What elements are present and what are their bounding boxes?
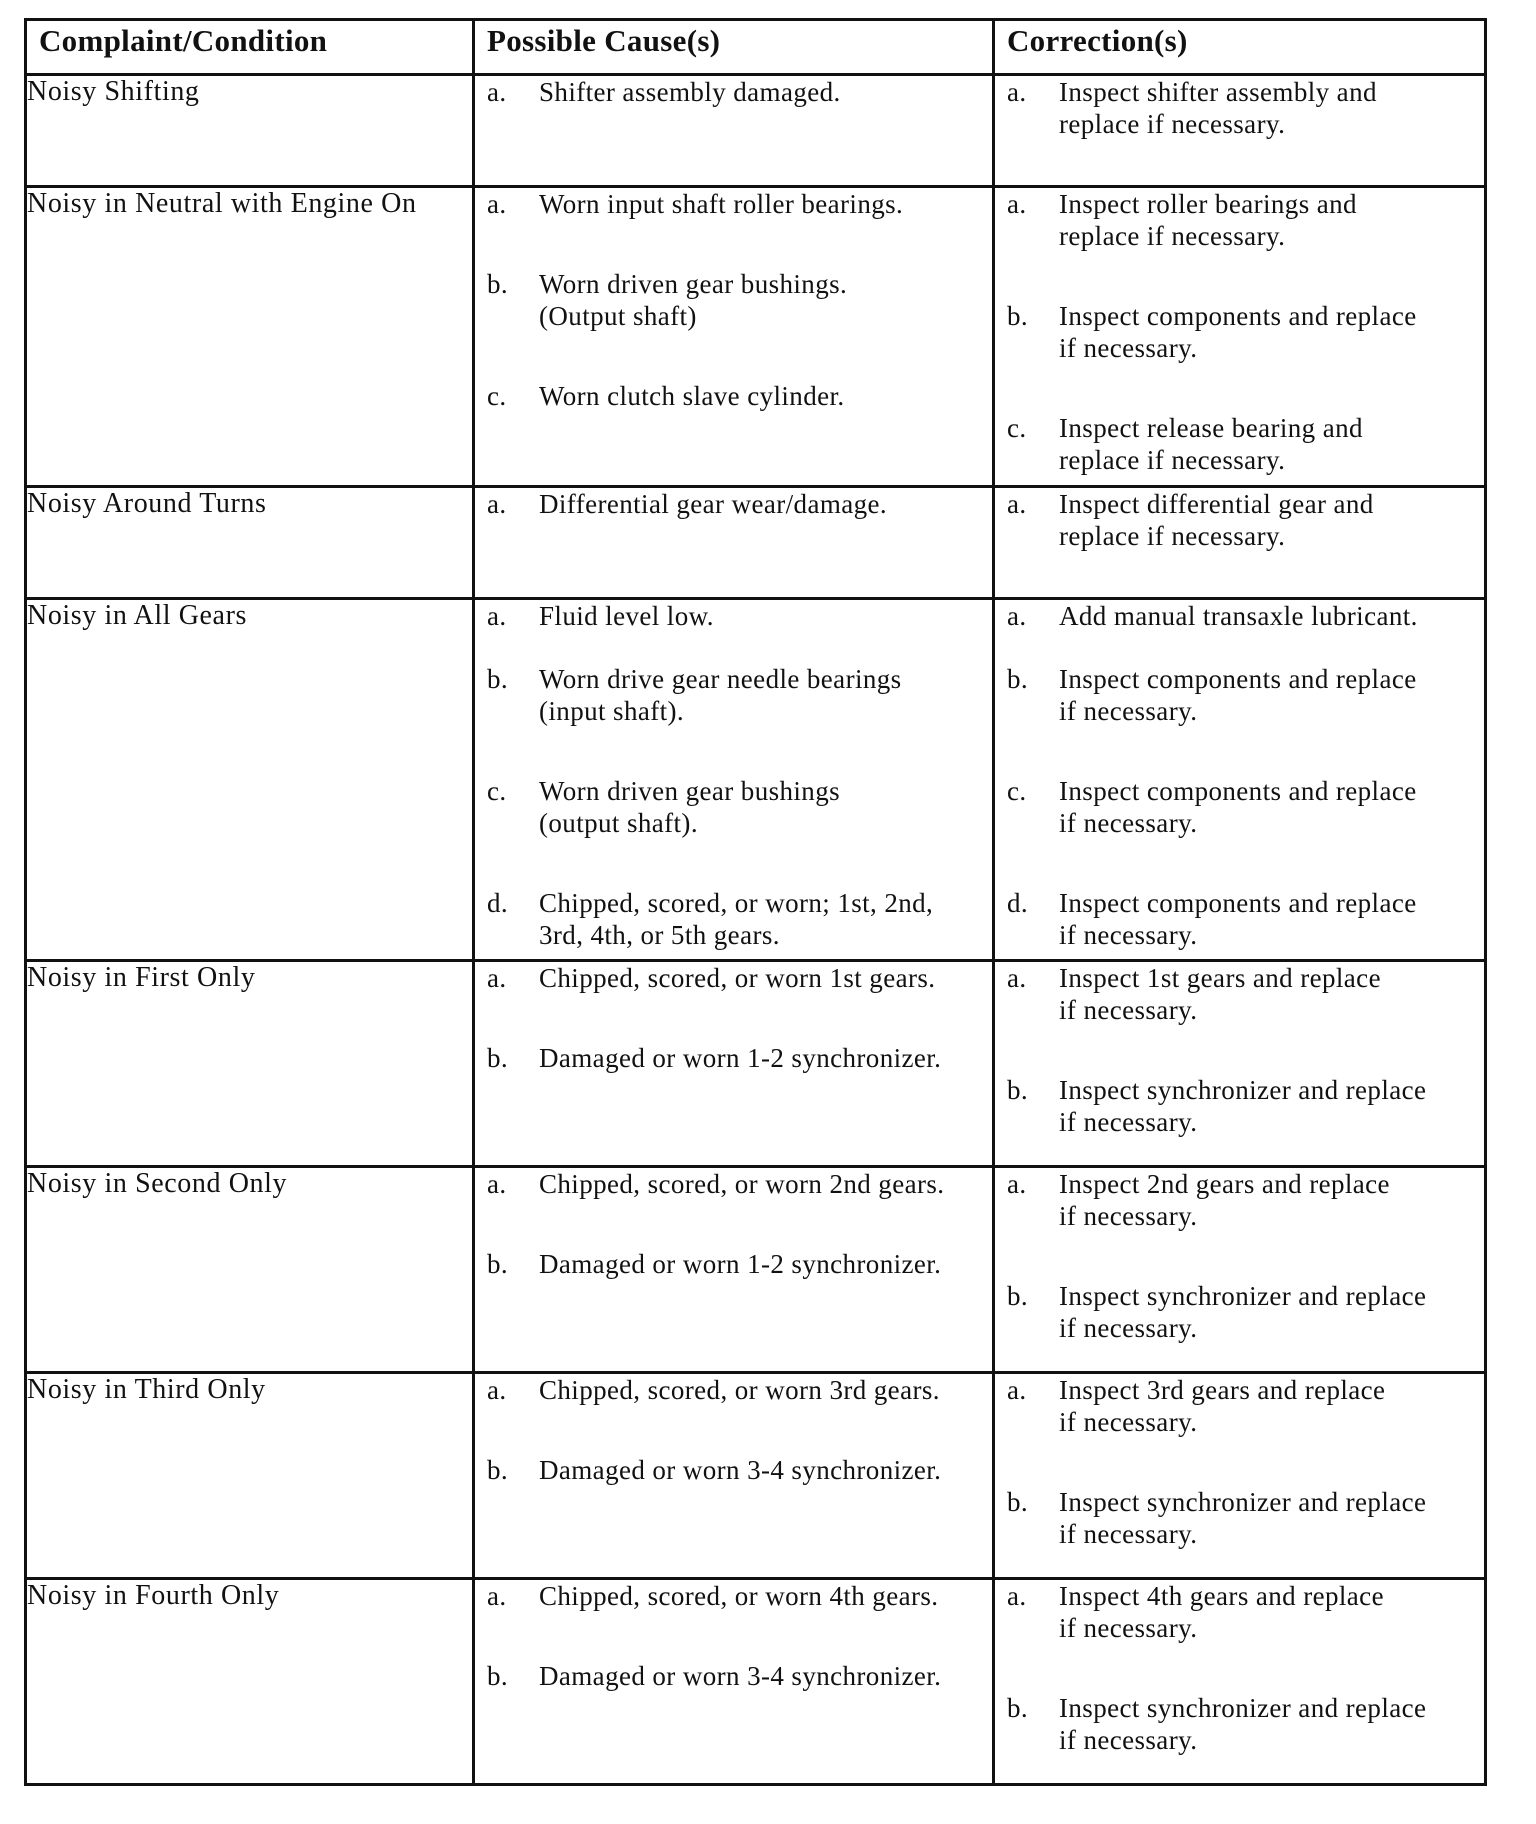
item-text-line: Differential gear wear/damage. <box>539 489 888 519</box>
table-row <box>26 1373 1486 1579</box>
item-letter: b. <box>487 269 509 299</box>
header-corrections: Correction(s) <box>994 20 1486 75</box>
cause-item <box>475 76 992 108</box>
item-text-line: Damaged or worn 3-4 synchronizer. <box>539 1455 942 1485</box>
item-text <box>539 962 992 994</box>
condition-cell: Noisy Around Turns <box>26 487 474 599</box>
item-text-line: Worn drive gear needle bearings <box>539 664 902 694</box>
item-text <box>539 380 992 412</box>
item-letter: b. <box>1007 1693 1029 1723</box>
item-letter: a. <box>1007 189 1027 219</box>
correction-item <box>995 775 1484 839</box>
cause-cell <box>474 1579 994 1785</box>
item-letter: a. <box>487 489 507 519</box>
item-text-line: Shifter assembly damaged. <box>539 77 841 107</box>
correction-item <box>995 1486 1484 1550</box>
item-text <box>1059 600 1484 632</box>
correction-cell <box>994 1167 1486 1373</box>
item-text <box>1059 1486 1484 1550</box>
correction-item <box>995 887 1484 951</box>
correction-cell <box>994 1579 1486 1785</box>
item-text-line: Inspect 4th gears and replace <box>1059 1581 1384 1611</box>
item-text <box>539 76 992 108</box>
item-letter: a. <box>1007 601 1027 631</box>
item-text-line: replace if necessary. <box>1059 445 1286 475</box>
item-text-line: if necessary. <box>1059 1107 1198 1137</box>
item-text-line: Inspect components and replace <box>1059 301 1417 331</box>
item-text-line: replace if necessary. <box>1059 109 1286 139</box>
item-letter: b. <box>1007 1075 1029 1105</box>
table-row <box>26 1167 1486 1373</box>
correction-item <box>995 600 1484 632</box>
item-letter: b. <box>487 1043 509 1073</box>
cause-cell <box>474 1373 994 1579</box>
item-letter: c. <box>487 381 507 411</box>
item-letter: a. <box>1007 77 1027 107</box>
correction-item <box>995 962 1484 1026</box>
item-letter: d. <box>1007 888 1029 918</box>
item-letter: a. <box>1007 489 1027 519</box>
item-letter: a. <box>1007 1375 1027 1405</box>
item-text-line: Inspect 2nd gears and replace <box>1059 1169 1390 1199</box>
cause-cell <box>474 75 994 187</box>
correction-item <box>995 1280 1484 1344</box>
item-text <box>1059 76 1484 140</box>
cause-cell <box>474 487 994 599</box>
item-letter: b. <box>1007 1281 1029 1311</box>
correction-cell <box>994 599 1486 961</box>
cause-cell <box>474 961 994 1167</box>
item-text-line: Chipped, scored, or worn 2nd gears. <box>539 1169 945 1199</box>
item-text-line: if necessary. <box>1059 1313 1198 1343</box>
item-text-line: if necessary. <box>1059 1519 1198 1549</box>
item-text <box>539 268 992 332</box>
item-text-line: Inspect differential gear and <box>1059 489 1374 519</box>
cause-item <box>475 1168 992 1200</box>
item-text-line: Chipped, scored, or worn 1st gears. <box>539 963 936 993</box>
cause-item <box>475 488 992 520</box>
item-text-line: (input shaft). <box>539 696 685 726</box>
item-letter: a. <box>487 963 507 993</box>
item-text-line: Inspect roller bearings and <box>1059 189 1357 219</box>
item-text-line: if necessary. <box>1059 333 1198 363</box>
item-text-line: if necessary. <box>1059 808 1198 838</box>
correction-cell <box>994 1373 1486 1579</box>
correction-cell <box>994 75 1486 187</box>
correction-item <box>995 1692 1484 1756</box>
correction-cell <box>994 187 1486 487</box>
item-text-line: if necessary. <box>1059 920 1198 950</box>
item-text-line: Chipped, scored, or worn 3rd gears. <box>539 1375 940 1405</box>
item-text-line: Worn driven gear bushings. <box>539 269 848 299</box>
correction-item <box>995 488 1484 552</box>
condition-cell: Noisy in Second Only <box>26 1167 474 1373</box>
item-text <box>539 188 992 220</box>
condition-cell: Noisy in Third Only <box>26 1373 474 1579</box>
item-letter: a. <box>1007 1581 1027 1611</box>
item-text-line: if necessary. <box>1059 1201 1198 1231</box>
item-text <box>1059 962 1484 1026</box>
item-text-line: Inspect synchronizer and replace <box>1059 1693 1427 1723</box>
condition-cell: Noisy Shifting <box>26 75 474 187</box>
item-text <box>1059 1280 1484 1344</box>
item-letter: a. <box>1007 1169 1027 1199</box>
item-text-line: if necessary. <box>1059 1725 1198 1755</box>
cause-item <box>475 887 992 951</box>
cause-item <box>475 962 992 994</box>
condition-cell: Noisy in All Gears <box>26 599 474 961</box>
correction-item <box>995 76 1484 140</box>
table-row <box>26 487 1486 599</box>
item-letter: a. <box>487 77 507 107</box>
cause-item <box>475 775 992 839</box>
item-text-line: Inspect synchronizer and replace <box>1059 1281 1427 1311</box>
cause-item <box>475 380 992 412</box>
item-text-line: Inspect 3rd gears and replace <box>1059 1375 1386 1405</box>
item-letter: a. <box>487 601 507 631</box>
condition-cell: Noisy in First Only <box>26 961 474 1167</box>
correction-item <box>995 188 1484 252</box>
item-text-line: if necessary. <box>1059 995 1198 1025</box>
item-text-line: Inspect synchronizer and replace <box>1059 1487 1427 1517</box>
item-text <box>539 1580 992 1612</box>
item-text-line: Inspect 1st gears and replace <box>1059 963 1381 993</box>
item-text <box>539 887 992 951</box>
condition-cell: Noisy in Fourth Only <box>26 1579 474 1785</box>
item-text-line: Add manual transaxle lubricant. <box>1059 601 1418 631</box>
item-text <box>539 488 992 520</box>
item-letter: b. <box>1007 301 1029 331</box>
header-row <box>26 20 1486 75</box>
item-text <box>1059 887 1484 951</box>
item-text <box>1059 300 1484 364</box>
item-text <box>539 775 992 839</box>
item-letter: a. <box>487 1169 507 1199</box>
cause-item <box>475 268 992 332</box>
item-text <box>539 663 992 727</box>
item-text-line: Chipped, scored, or worn; 1st, 2nd, <box>539 888 934 918</box>
item-text-line: replace if necessary. <box>1059 521 1286 551</box>
table-row <box>26 599 1486 961</box>
item-text-line: if necessary. <box>1059 696 1198 726</box>
item-text <box>539 1454 992 1486</box>
item-text <box>1059 1168 1484 1232</box>
cause-cell <box>474 599 994 961</box>
item-letter: b. <box>487 1249 509 1279</box>
cause-item <box>475 1248 992 1280</box>
item-letter: b. <box>487 664 509 694</box>
condition-cell: Noisy in Neutral with Engine On <box>26 187 474 487</box>
item-text <box>1059 1580 1484 1644</box>
item-letter: b. <box>1007 664 1029 694</box>
item-text <box>539 1660 992 1692</box>
item-letter: a. <box>487 189 507 219</box>
table-row <box>26 1579 1486 1785</box>
item-text <box>1059 663 1484 727</box>
header-possible-causes: Possible Cause(s) <box>474 20 994 75</box>
table-body <box>26 75 1486 1785</box>
item-text-line: 3rd, 4th, or 5th gears. <box>539 920 780 950</box>
troubleshooting-table <box>24 18 1487 1786</box>
item-text-line: Inspect components and replace <box>1059 664 1417 694</box>
cause-item <box>475 188 992 220</box>
item-text <box>1059 1692 1484 1756</box>
item-text-line: replace if necessary. <box>1059 221 1286 251</box>
item-text-line: Inspect shifter assembly and <box>1059 77 1377 107</box>
cause-item <box>475 1660 992 1692</box>
item-text-line: Worn clutch slave cylinder. <box>539 381 845 411</box>
item-text <box>539 1374 992 1406</box>
correction-item <box>995 412 1484 476</box>
table-row <box>26 961 1486 1167</box>
item-letter: c. <box>1007 413 1027 443</box>
item-text <box>1059 188 1484 252</box>
item-text-line: Damaged or worn 1-2 synchronizer. <box>539 1249 942 1279</box>
item-text <box>1059 775 1484 839</box>
item-text <box>539 1248 992 1280</box>
item-text-line: Inspect release bearing and <box>1059 413 1363 443</box>
correction-cell <box>994 961 1486 1167</box>
cause-item <box>475 663 992 727</box>
item-text-line: Worn driven gear bushings <box>539 776 841 806</box>
item-text <box>539 600 992 632</box>
table-row <box>26 75 1486 187</box>
cause-item <box>475 1374 992 1406</box>
correction-item <box>995 1168 1484 1232</box>
item-text <box>1059 488 1484 552</box>
item-text-line: (output shaft). <box>539 808 698 838</box>
cause-item <box>475 1454 992 1486</box>
item-text-line: Inspect components and replace <box>1059 888 1417 918</box>
cause-item <box>475 1042 992 1074</box>
item-letter: b. <box>487 1661 509 1691</box>
correction-item <box>995 663 1484 727</box>
correction-item <box>995 1074 1484 1138</box>
item-text-line: Damaged or worn 1-2 synchronizer. <box>539 1043 942 1073</box>
item-letter: a. <box>487 1375 507 1405</box>
item-letter: c. <box>1007 776 1027 806</box>
item-text-line: Fluid level low. <box>539 601 714 631</box>
item-text-line: if necessary. <box>1059 1407 1198 1437</box>
item-letter: b. <box>487 1455 509 1485</box>
item-text-line: Inspect components and replace <box>1059 776 1417 806</box>
cause-item <box>475 1580 992 1612</box>
correction-item <box>995 1374 1484 1438</box>
item-text <box>1059 412 1484 476</box>
item-text <box>1059 1074 1484 1138</box>
correction-item <box>995 1580 1484 1644</box>
item-letter: a. <box>487 1581 507 1611</box>
cause-cell <box>474 1167 994 1373</box>
item-text-line: Inspect synchronizer and replace <box>1059 1075 1427 1105</box>
item-text-line: if necessary. <box>1059 1613 1198 1643</box>
correction-item <box>995 300 1484 364</box>
item-letter: b. <box>1007 1487 1029 1517</box>
item-text-line: (Output shaft) <box>539 301 697 331</box>
correction-cell <box>994 487 1486 599</box>
cause-cell <box>474 187 994 487</box>
item-letter: c. <box>487 776 507 806</box>
item-text-line: Damaged or worn 3-4 synchronizer. <box>539 1661 942 1691</box>
item-text-line: Chipped, scored, or worn 4th gears. <box>539 1581 939 1611</box>
header-complaint-condition: Complaint/Condition <box>26 20 474 75</box>
table-row <box>26 187 1486 487</box>
item-letter: a. <box>1007 963 1027 993</box>
item-letter: d. <box>487 888 509 918</box>
cause-item <box>475 600 992 632</box>
item-text <box>539 1042 992 1074</box>
item-text-line: Worn input shaft roller bearings. <box>539 189 904 219</box>
item-text <box>1059 1374 1484 1438</box>
item-text <box>539 1168 992 1200</box>
